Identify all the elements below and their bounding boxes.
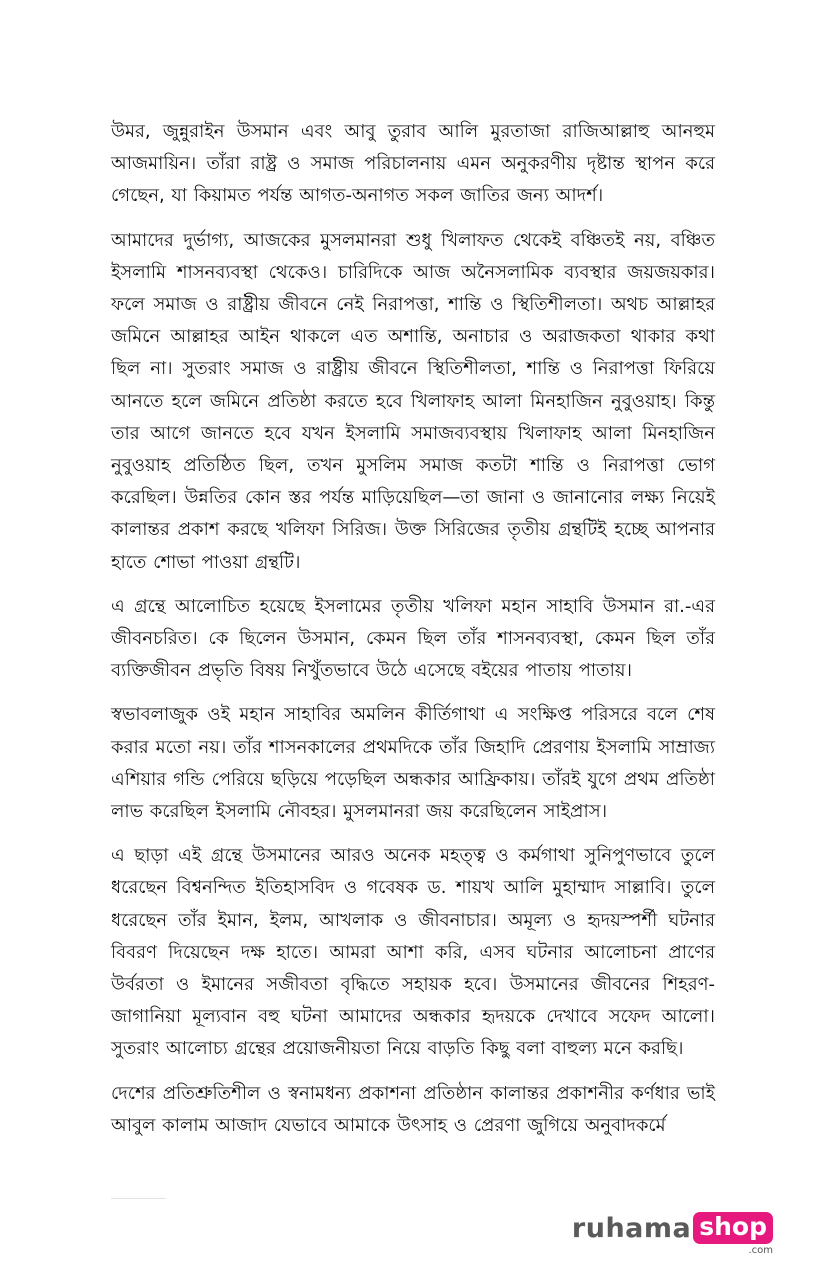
paragraph-4: স্বভাবলাজুক ওই মহান সাহাবির অমলিন কীর্তিগাথা এ সংক্ষিপ্ত পরিসরে বলে শেষ করার মতো নয়। তাঁর শাসনকালের প্রথমদিকে তাঁর জিহাদি প্রেরণায় ইসলামি সাম্রাজ্য এশিয়ার গন্ডি পেরিয়ে ছড়িয়ে পড়েছিল অন্ধকার আফ্রিকায়। তাঁরই যুগে প্রথম প্রতিষ্ঠা লাভ করেছিল ইসলামি নৌবহর। মুসলমানরা জয় করেছিলেন সাইপ্রাস।	[111, 704, 715, 823]
logo-brand-text: ruhama	[571, 1213, 692, 1244]
paragraph-1: উমর, জুন্নুরাইন উসমান এবং আবু তুরাব আলি মুরতাজা রাজিআল্লাহু আনহুম আজমায়িন। তাঁরা রাষ্ট্র ও সমাজ পরিচালনায় এমন অনুকরণীয় দৃষ্টান্ত স্থাপন করে গেছেন, যা কিয়ামত পর্যন্ত আগত-অনাগত সকল জাতির জন্য আদর্শ।	[111, 121, 715, 207]
logo-domain-text: .com	[748, 1245, 773, 1256]
ruhamashop-watermark-logo	[572, 1212, 773, 1258]
logo-shop-group	[693, 1212, 773, 1257]
paragraph-5: এ ছাড়া এই গ্রন্থে উসমানের আরও অনেক মহত্ত্ব ও কর্মগাথা সুনিপুণভাবে তুলে ধরেছেন বিশ্বনন্দিত ইতিহাসবিদ ও গবেষক ড. শায়খ আলি মুহাম্মাদ সাল্লাবি। তুলে ধরেছেন তাঁর ইমান, ইলম, আখলাক ও জীবনাচার। অমূল্য ও হৃদয়স্পর্শী ঘটনার বিবরণ দিয়েছেন দক্ষ হাতে। আমরা আশা করি, এসব ঘটনার আলোচনা প্রাণের উর্বরতা ও ইমানের সজীবতা বৃদ্ধিতে সহায়ক হবে। উসমানের জীবনের শিহরণ-জাগানিয়া মূল্যবান বহু ঘটনা আমাদের অন্ধকার হৃদয়কে দেখাবে সফেদ আলো। সুতরাং আলোচ্য গ্রন্থের প্রয়োজনীয়তা নিয়ে বাড়তি কিছু বলা বাহুল্য মনে করছি।	[111, 845, 715, 1060]
paragraph-3: এ গ্রন্থে আলোচিত হয়েছে ইসলামের তৃতীয় খলিফা মহান সাহাবি উসমান রা.-এর জীবনচরিত। কে ছিলেন উসমান, কেমন ছিল তাঁর শাসনব্যবস্থা, কেমন ছিল তাঁর ব্যক্তিজীবন প্রভৃতি বিষয় নিখুঁতভাবে উঠে এসেছে বইয়ের পাতায় পাতায়।	[111, 595, 715, 682]
paragraph-2: আমাদের দুর্ভাগ্য, আজকের মুসলমানরা শুধু খিলাফত থেকেই বঞ্চিতই নয়, বঞ্চিত ইসলামি শাসনব্যবস্থা থেকেও। চারিদিকে আজ অনৈসলামিক ব্যবস্থার জয়জয়কার। ফলে সমাজ ও রাষ্ট্রীয় জীবনে নেই নিরাপত্তা, শান্তি ও স্থিতিশীলতা। অথচ আল্লাহর জমিনে আল্লাহর আইন থাকলে এত অশান্তি, অনাচার ও অরাজকতা থাকার কথা ছিল না। সুতরাং সমাজ ও রাষ্ট্রীয় জীবনে স্থিতিশীলতা, শান্তি ও নিরাপত্তা ফিরিয়ে আনতে হলে জমিনে প্রতিষ্ঠা করতে হবে খিলাফাহ আলা মিনহাজিন নুবুওয়াহ। কিন্তু তার আগে জানতে হবে যখন ইসলামি সমাজব্যবস্থায় খিলাফাহ আলা মিনহাজিন নুবুওয়াহ প্রতিষ্ঠিত ছিল, তখন মুসলিম সমাজ কতটা শান্তি ও নিরাপত্তা ভোগ করেছিল। উন্নতির কোন স্তর পর্যন্ত মাড়িয়েছিল—তা জানা ও জানানোর লক্ষ্য নিয়েই কালান্তর প্রকাশ করছে খলিফা সিরিজ। উক্ত সিরিজের তৃতীয় গ্রন্থটিই হচ্ছে আপনার হাতে শোভা পাওয়া গ্রন্থটি।	[111, 229, 715, 573]
paragraph-6: দেশের প্রতিশ্রুতিশীল ও স্বনামধন্য প্রকাশনা প্রতিষ্ঠান কালান্তর প্রকাশনীর কর্ণধার ভাই আবুল কালাম আজাদ যেভাবে আমাকে উৎসাহ ও প্রেরণা জুগিয়ে অনুবাদকর্মে	[111, 1082, 715, 1136]
footer-divider	[111, 1198, 166, 1199]
page-body	[111, 116, 715, 1154]
logo-shop-badge: shop	[693, 1212, 773, 1244]
